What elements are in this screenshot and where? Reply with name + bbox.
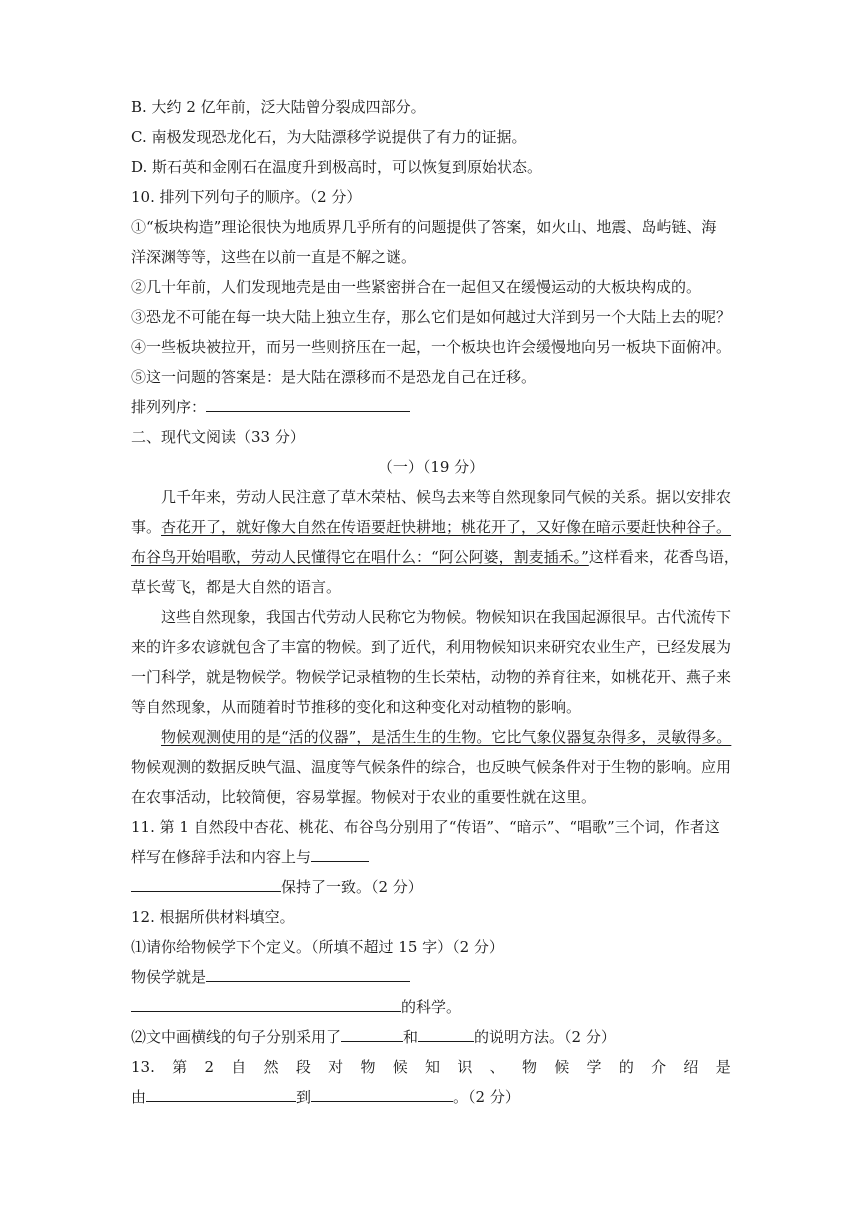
q10-answer-blank[interactable]: [206, 394, 410, 412]
q13-char: 的: [618, 1058, 634, 1076]
q12-blank-definition-b[interactable]: [131, 994, 401, 1012]
q12-blank-definition-a[interactable]: [206, 964, 410, 982]
q10-sentence-2: ②几十年前，人们发现地壳是由一些紧密拼合在一起但又在缓慢运动的大板块构成的。: [131, 278, 702, 296]
passage-underlined-sentence-1: 杏花开了，就好像大自然在传语要赶快耕地；桃花开了，又好像在暗示要赶快种谷子。: [161, 518, 732, 536]
passage-p2-line-3: 一门科学，就是物候学。物候学记录植物的生长荣枯，动物的养育往来，如桃花开、燕子来: [131, 668, 732, 686]
passage-underlined-sentence-3: 物候观测使用的是“活的仪器”，是活生生的生物。它比气象仪器复杂得多，灵敏得多。: [161, 728, 732, 746]
passage-underlined-sentence-2: 布谷鸟开始唱歌，劳动人民懂得它在唱什么：“阿公阿婆，割麦插禾。”: [131, 548, 589, 566]
q11-line-1: 11. 第 1 自然段中杏花、桃花、布谷鸟分别用了“传语”、“暗示”、“唱歌”三个词，作者这: [131, 818, 720, 836]
passage-p1-line-4: 草长莺飞，都是大自然的语言。: [131, 578, 342, 596]
q10-sentence-3: ③恐龙不可能在每一块大陆上独立生存，那么它们是如何越过大洋到另一个大陆上去的呢？: [131, 308, 732, 326]
q13-char: 段: [295, 1058, 311, 1076]
q13-char: 候: [392, 1058, 408, 1076]
q10-sentence-5: ⑤这一问题的答案是：是大陆在漂移而不是恐龙自己在迁移。: [131, 368, 537, 386]
q9-option-c: C. 南极发现恐龙化石，为大陆漂移学说提供了有力的证据。: [131, 128, 527, 146]
passage-p3-line-2: 物候观测的数据反映气温、温度等气候条件的综合，也反映气候条件对于生物的影响。应用: [131, 758, 732, 776]
q10-sentence-1-line-2: 洋深渊等等，这些在以前一直是不解之谜。: [131, 248, 417, 266]
q13-char: 物: [521, 1058, 537, 1076]
q11-line-2-text: 样写在修辞手法和内容上与: [131, 848, 312, 866]
q12-sub-1-suffix: 的科学。: [401, 998, 462, 1016]
q13-text-a: 由: [131, 1088, 147, 1106]
q12-sub-2-text-a: ⑵文中画横线的句子分别采用了: [131, 1028, 342, 1046]
passage-p2-line-2: 来的许多农谚就包含了丰富的物候。到了近代，利用物候知识来研究农业生产，已经发展为: [131, 638, 732, 656]
q13-text-b: 到: [296, 1088, 312, 1106]
q12-sub-1-answer-line-2: [131, 992, 731, 1022]
q13-blank-from[interactable]: [146, 1084, 296, 1102]
q13-char: 对: [328, 1058, 344, 1076]
q12-sub-2-text-b: 和: [403, 1028, 419, 1046]
q13-char: 、: [489, 1058, 505, 1076]
q13-char: 13.: [131, 1058, 155, 1076]
q12-sub-1-answer-line-1: [131, 962, 731, 992]
q13-char: 自: [231, 1058, 247, 1076]
q12-sub-1: ⑴请你给物候学下个定义。（所填不超过 15 字）（2 分）: [131, 938, 504, 956]
q13-line-1: [131, 1052, 731, 1082]
passage-p1-line-3-plain: 这样看来，花香鸟语，: [588, 548, 739, 566]
q10-sentence-1-line-1: ①“板块构造”理论很快为地质界几乎所有的问题提供了答案，如火山、地震、岛屿链、海: [131, 218, 717, 236]
q13-text-c: 。（2 分）: [453, 1088, 520, 1106]
q10-answer-label: 排列列序：: [131, 398, 207, 416]
q12-sub-2-text-c: 的说明方法。（2 分）: [474, 1028, 616, 1046]
q10-sentence-4: ④一些板块被拉开，而另一些则挤压在一起，一个板块也许会缓慢地向另一板块下面俯冲。: [131, 338, 732, 356]
q13-char: 候: [554, 1058, 570, 1076]
q12-blank-method-a[interactable]: [341, 1024, 403, 1042]
passage-p3-line-3: 在农事活动，比较简便，容易掌握。物候对于农业的重要性就在这里。: [131, 788, 597, 806]
passage-p2-line-4: 等自然现象，从而随着时节推移的变化和这种变化对动植物的影响。: [131, 698, 582, 716]
q13-char: 学: [586, 1058, 602, 1076]
q13-line-2: [131, 1082, 731, 1112]
q10-answer-line: [131, 392, 731, 422]
part-1-title: （一）（19 分）: [377, 458, 485, 476]
passage-p1-line-1: 几千年来，劳动人民注意了草木荣枯、候鸟去来等自然现象同气候的关系。据以安排农: [161, 488, 732, 506]
exam-page: [131, 92, 739, 1112]
q11-line-2: [131, 842, 731, 872]
q9-option-d: D. 斯石英和金刚石在温度升到极高时，可以恢复到原始状态。: [131, 158, 543, 176]
q13-blank-to[interactable]: [311, 1084, 453, 1102]
q13-char: 第: [172, 1058, 188, 1076]
q11-blank-a[interactable]: [311, 844, 369, 862]
passage-p3-line-1: [131, 722, 731, 752]
q9-option-b: B. 大约 2 亿年前，泛大陆曾分裂成四部分。: [131, 98, 426, 116]
q13-char: 识: [457, 1058, 473, 1076]
q13-char: 知: [425, 1058, 441, 1076]
q13-char: 绍: [683, 1058, 699, 1076]
q13-char: 物: [360, 1058, 376, 1076]
q12-blank-method-b[interactable]: [418, 1024, 474, 1042]
q11-blank-b[interactable]: [131, 874, 281, 892]
q11-line-3-text: 保持了一致。（2 分）: [281, 878, 423, 896]
q10-title: 10. 排列下列句子的顺序。（2 分）: [131, 188, 362, 206]
q13-char: 介: [651, 1058, 667, 1076]
q13-char: 然: [263, 1058, 279, 1076]
passage-p1-line-3: [131, 542, 739, 572]
q12-title: 12. 根据所供材料填空。: [131, 908, 295, 926]
section-2-title: 二、现代文阅读（33 分）: [131, 428, 305, 446]
q12-sub-1-prefix: 物侯学就是: [131, 968, 207, 986]
q12-sub-2: [131, 1022, 731, 1052]
passage-p1-line-2: [131, 512, 731, 542]
q13-char: 2: [204, 1058, 214, 1076]
q11-line-3: [131, 872, 731, 902]
passage-p1-line-2-plain: 事。: [131, 518, 162, 536]
passage-p2-line-1: 这些自然现象，我国古代劳动人民称它为物候。物候知识在我国起源很早。古代流传下: [161, 608, 732, 626]
q13-char: 是: [715, 1058, 731, 1076]
